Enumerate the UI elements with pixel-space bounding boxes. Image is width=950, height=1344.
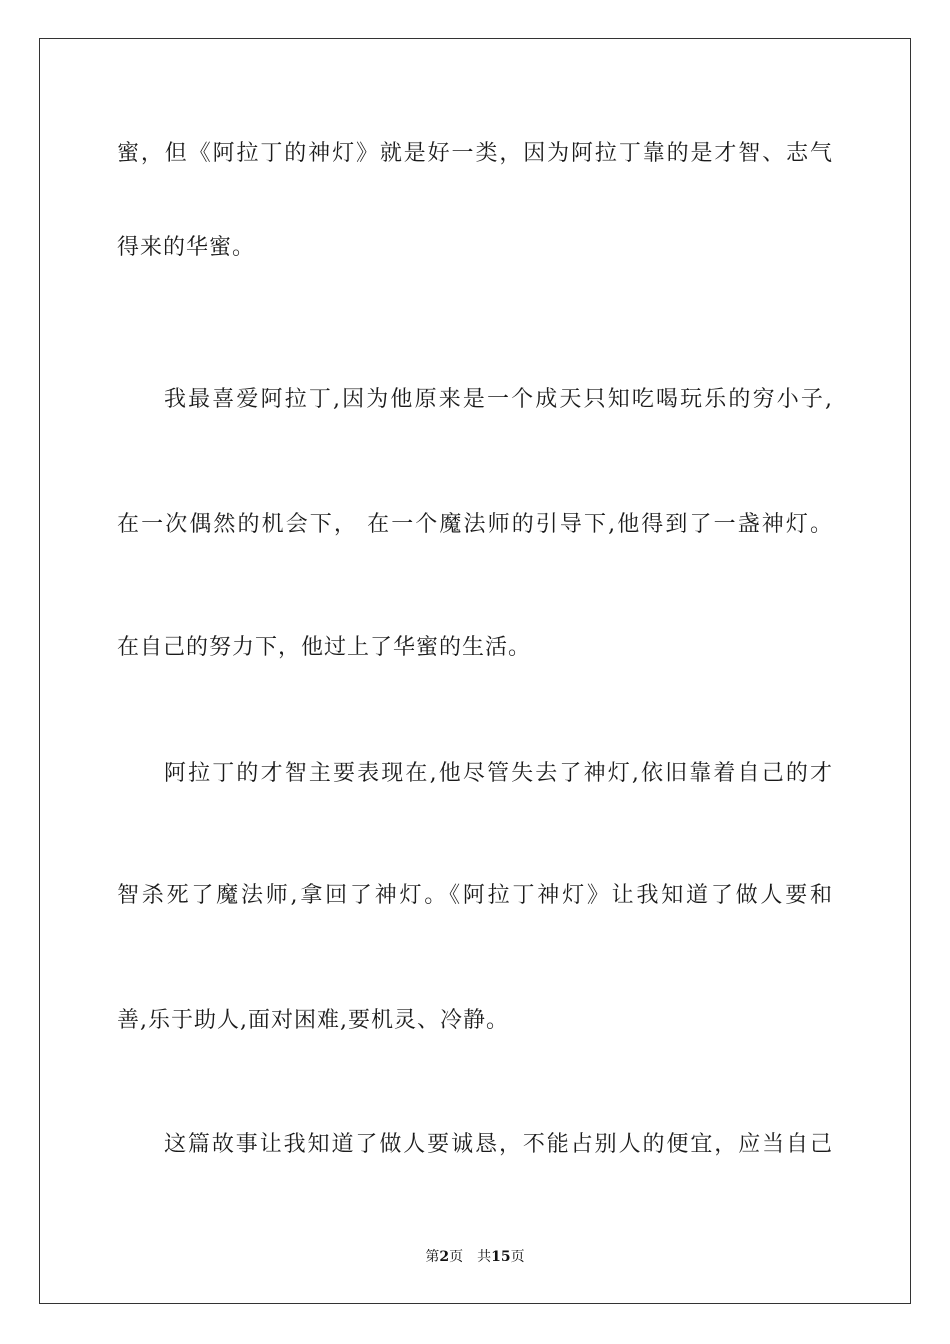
text-line-8: 善,乐于助人,面对困难,要机灵、冷静。 bbox=[117, 1008, 509, 1033]
page-number: 2 bbox=[439, 1249, 450, 1265]
total-pages: 15 bbox=[491, 1249, 511, 1265]
text-line-2: 得来的华蜜。 bbox=[117, 235, 256, 260]
text-line-7: 智杀死了魔法师,拿回了神灯。《阿拉丁神灯》让我知道了做人要和 bbox=[117, 883, 833, 908]
page-border bbox=[39, 38, 911, 1304]
total-suffix: 页 bbox=[510, 1249, 525, 1265]
text-line-6: 阿拉丁的才智主要表现在,他尽管失去了神灯,依旧靠着自己的才 bbox=[164, 761, 833, 786]
page-footer bbox=[0, 1248, 950, 1266]
text-line-5: 在自己的努力下，他过上了华蜜的生活。 bbox=[117, 635, 532, 660]
text-line-9: 这篇故事让我知道了做人要诚恳，不能占别人的便宜，应当自己 bbox=[164, 1132, 833, 1157]
text-line-4: 在一次偶然的机会下， 在一个魔法师的引导下,他得到了一盏神灯。 bbox=[117, 512, 833, 537]
text-line-1: 蜜，但《阿拉丁的神灯》就是好一类，因为阿拉丁靠的是才智、志气 bbox=[117, 141, 833, 166]
text-line-3: 我最喜爱阿拉丁,因为他原来是一个成天只知吃喝玩乐的穷小子, bbox=[164, 387, 833, 412]
page-suffix: 页 bbox=[449, 1249, 464, 1265]
page-prefix: 第 bbox=[425, 1249, 440, 1265]
total-prefix: 共 bbox=[477, 1249, 492, 1265]
